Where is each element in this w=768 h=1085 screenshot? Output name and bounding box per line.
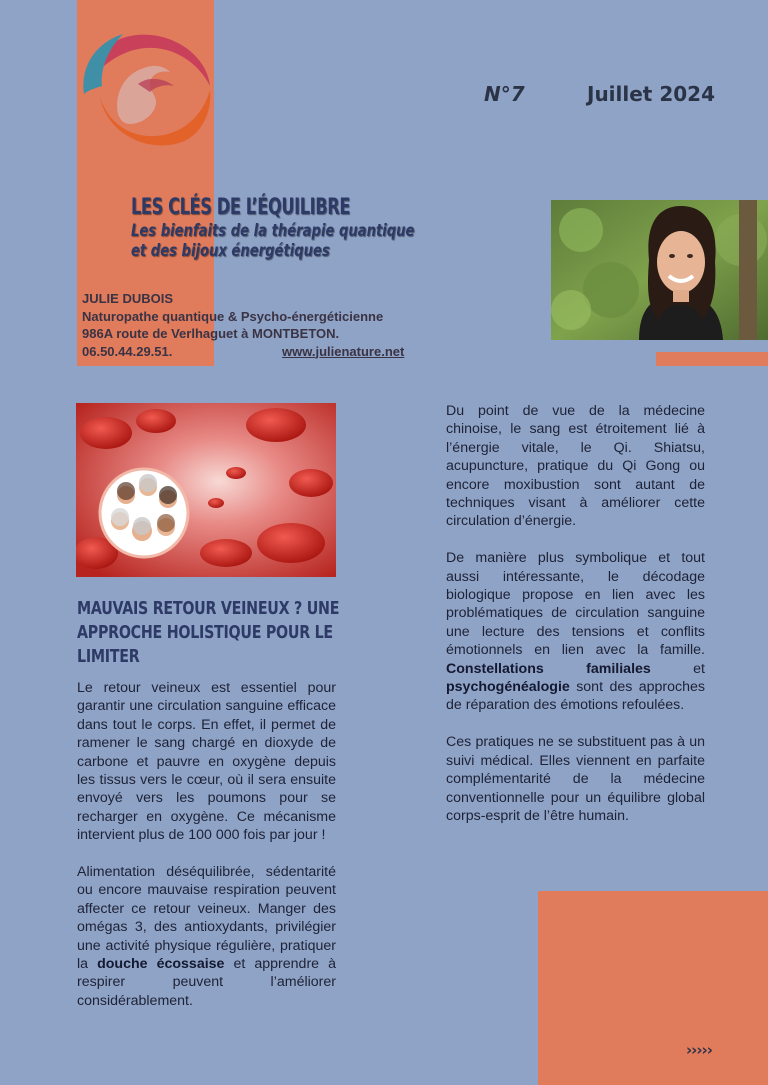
highlight-constellations: Constellations familiales xyxy=(446,660,651,677)
paragraph-lifestyle-text-b: et apprendre à respirer peuvent l’améliorer considérablement. xyxy=(77,956,336,1009)
highlight-douche-ecossaise: douche écossaise xyxy=(97,956,225,973)
author-portrait xyxy=(551,200,768,340)
paragraph-intro: Le retour veineux est essentiel pour garantir une circulation sanguine efficace dans tout le corps. En effet, il permet de ramener le sang chargé en dioxyde de carbone et pauvre en oxygène depuis les tissus vers le cœur, où il sera ensuite envoyé vers les poumons pour se recharger en oxygène. Ce mécanisme intervient plus de 100 000 fois par jour ! xyxy=(77,680,336,844)
contact-phone-row xyxy=(82,343,432,361)
newsletter-subtitle-line2: et des bijoux énergétiques xyxy=(131,241,330,261)
paragraph-lifestyle-text-a: Alimentation déséquilibrée, sédentarité ou encore mauvaise respiration peuvent affecter ce retour veineux. Manger des omégas 3, des antioxydants, privilégier une activité physique régulière, pratiquer la xyxy=(77,864,336,973)
orange-footer-tile xyxy=(538,891,768,1085)
paragraph-symbolic xyxy=(446,549,705,715)
headline-line-2: APPROCHE HOLISTIQUE POUR LE xyxy=(77,622,333,643)
paragraph-symbolic-text-a: De manière plus symbolique et tout aussi intéressante, le décodage biologique propose en lien avec les problématiques de circulation sanguine une lecture des tensions et conflits émotionnels en lien avec la famille. xyxy=(446,550,705,659)
contact-name: JULIE DUBOIS xyxy=(82,291,174,306)
newsletter-subtitle-line1: Les bienfaits de la thérapie quantique xyxy=(131,221,415,241)
orange-accent-strip xyxy=(656,352,768,366)
newsletter-title: LES CLÉS DE L’ÉQUILIBRE xyxy=(131,195,351,220)
website-link[interactable]: www.julienature.net xyxy=(282,343,405,359)
article-column-left xyxy=(77,679,336,1029)
paragraph-disclaimer: Ces pratiques ne se substituent pas à un suivi médical. Elles viennent en parfaite complémentarité de la médecine conventionnelle pour un équilibre global corps-esprit de l’être humain. xyxy=(446,734,705,824)
paragraph-lifestyle xyxy=(77,863,336,1010)
contact-profession: Naturopathe quantique & Psycho-énergéticienne xyxy=(82,308,384,324)
highlight-psychogenealogie: psychogénéalogie xyxy=(446,679,570,696)
newsletter-title-block xyxy=(131,195,461,261)
headline-line-3: LIMITER xyxy=(77,646,140,667)
issue-number: N°7 xyxy=(484,82,525,106)
paragraph-symbolic-text-c: sont des approches de réparation des émotions refoulées. xyxy=(446,679,705,714)
headline-line-1: MAUVAIS RETOUR VEINEUX ? UNE xyxy=(77,598,340,619)
article-headline xyxy=(77,597,347,669)
issue-date: Juillet 2024 xyxy=(587,82,715,106)
paragraph-chinese-medicine: Du point de vue de la médecine chinoise, le sang est étroitement lié à l’énergie vitale, le Qi. Shiatsu, acupuncture, pratique du Qi Gong ou encore moxibustion sont autant de techniques visant à améliorer cette circulation d’énergie. xyxy=(446,403,705,530)
paragraph-symbolic-text-b: et xyxy=(650,660,706,677)
brand-logo xyxy=(78,24,214,164)
contact-phone: 06.50.44.29.51. xyxy=(82,343,173,359)
next-page-arrows[interactable]: ››››› xyxy=(686,1041,712,1059)
contact-block xyxy=(82,290,432,360)
contact-address: 986A route de Verlhaguet à MONTBETON. xyxy=(82,326,340,341)
blood-cells-illustration xyxy=(76,403,336,577)
article-column-right xyxy=(446,402,705,844)
